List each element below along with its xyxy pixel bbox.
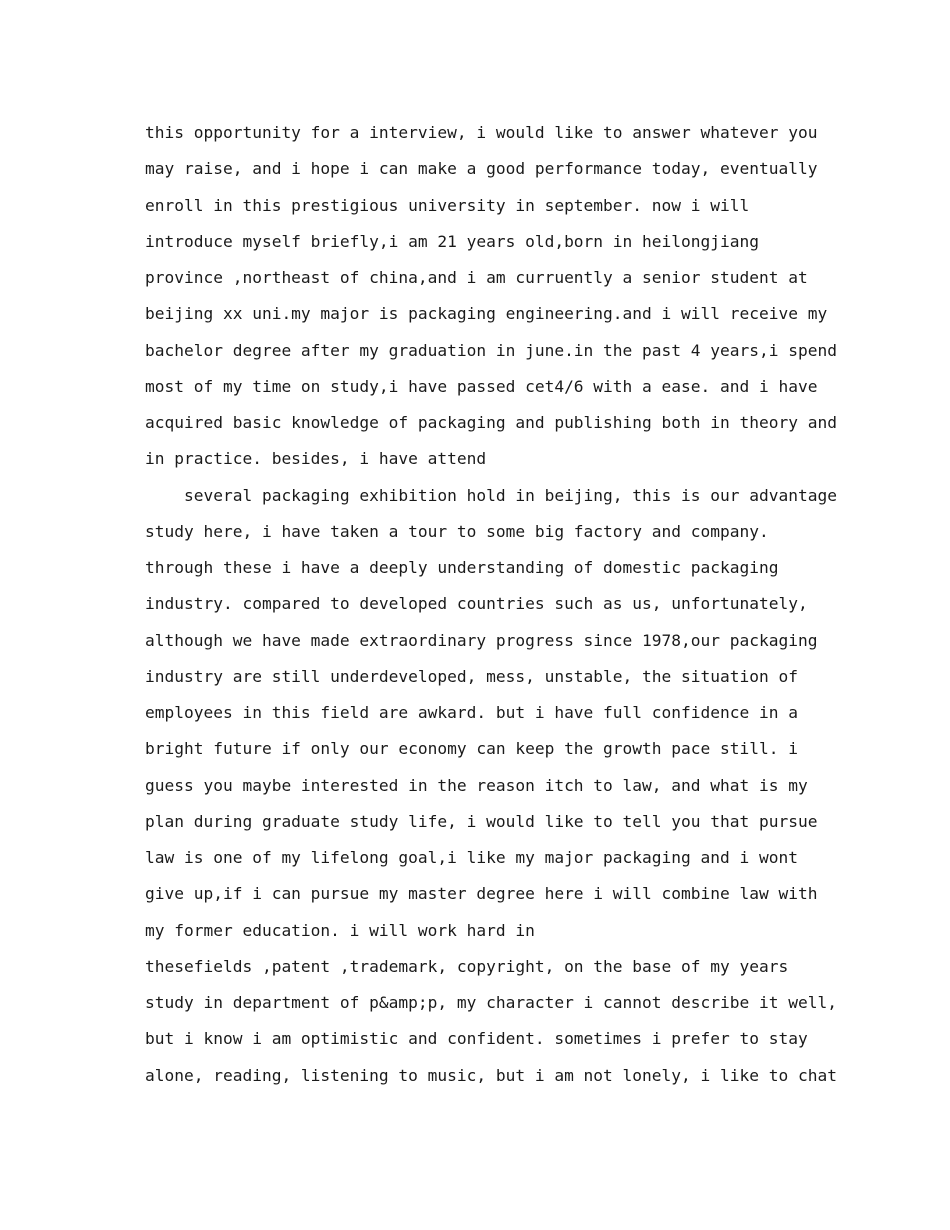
text-line: in practice. besides, i have attend — [145, 449, 487, 469]
text-line: industry. compared to developed countries such as us, unfortunately, — [145, 594, 808, 614]
text-line: guess you maybe interested in the reason itch to law, and what is my — [145, 775, 808, 795]
text-line: study here, i have taken a tour to some big factory and company. — [145, 521, 769, 541]
text-line: bright future if only our economy can keep the growth pace still. i — [145, 739, 798, 759]
text-line: plan during graduate study life, i would like to tell you that pursue — [145, 811, 818, 831]
text-line: province ,northeast of china,and i am curruently a senior student at — [145, 268, 808, 287]
body-text — [145, 118, 837, 1097]
text-line: this opportunity for a interview, i would like to answer whatever you — [145, 123, 818, 142]
text-line: several packaging exhibition hold in beijing, this is our advantage — [145, 485, 837, 505]
text-line: although we have made extraordinary progress since 1978,our packaging — [145, 630, 818, 650]
text-line: may raise, and i hope i can make a good performance today, eventually — [145, 159, 818, 179]
text-line: enroll in this prestigious university in september. now i will — [145, 195, 750, 215]
text-line: my former education. i will work hard in — [145, 920, 535, 940]
text-line: bachelor degree after my graduation in june.in the past 4 years,i spend — [145, 340, 837, 360]
text-line: give up,if i can pursue my master degree here i will combine law with — [145, 884, 818, 904]
text-line: thesefields ,patent ,trademark, copyright, on the base of my years — [145, 956, 789, 976]
text-line: introduce myself briefly,i am 21 years old,born in heilongjiang — [145, 231, 759, 251]
text-line: most of my time on study,i have passed cet4/6 with a ease. and i have — [145, 376, 818, 396]
text-line: beijing xx uni.my major is packaging engineering.and i will receive my — [145, 304, 828, 324]
text-line: alone, reading, listening to music, but i am not lonely, i like to chat — [145, 1065, 837, 1085]
text-line: acquired basic knowledge of packaging and publishing both in theory and — [145, 413, 837, 432]
text-line: law is one of my lifelong goal,i like my major packaging and i wont — [145, 848, 798, 867]
text-line: but i know i am optimistic and confident. sometimes i prefer to stay — [145, 1029, 808, 1049]
text-line: employees in this field are awkard. but i have full confidence in a — [145, 703, 798, 722]
text-line: through these i have a deeply understanding of domestic packaging — [145, 558, 779, 577]
text-line: industry are still underdeveloped, mess, unstable, the situation of — [145, 666, 798, 686]
text-line: study in department of p&amp;p, my character i cannot describe it well, — [145, 993, 837, 1012]
